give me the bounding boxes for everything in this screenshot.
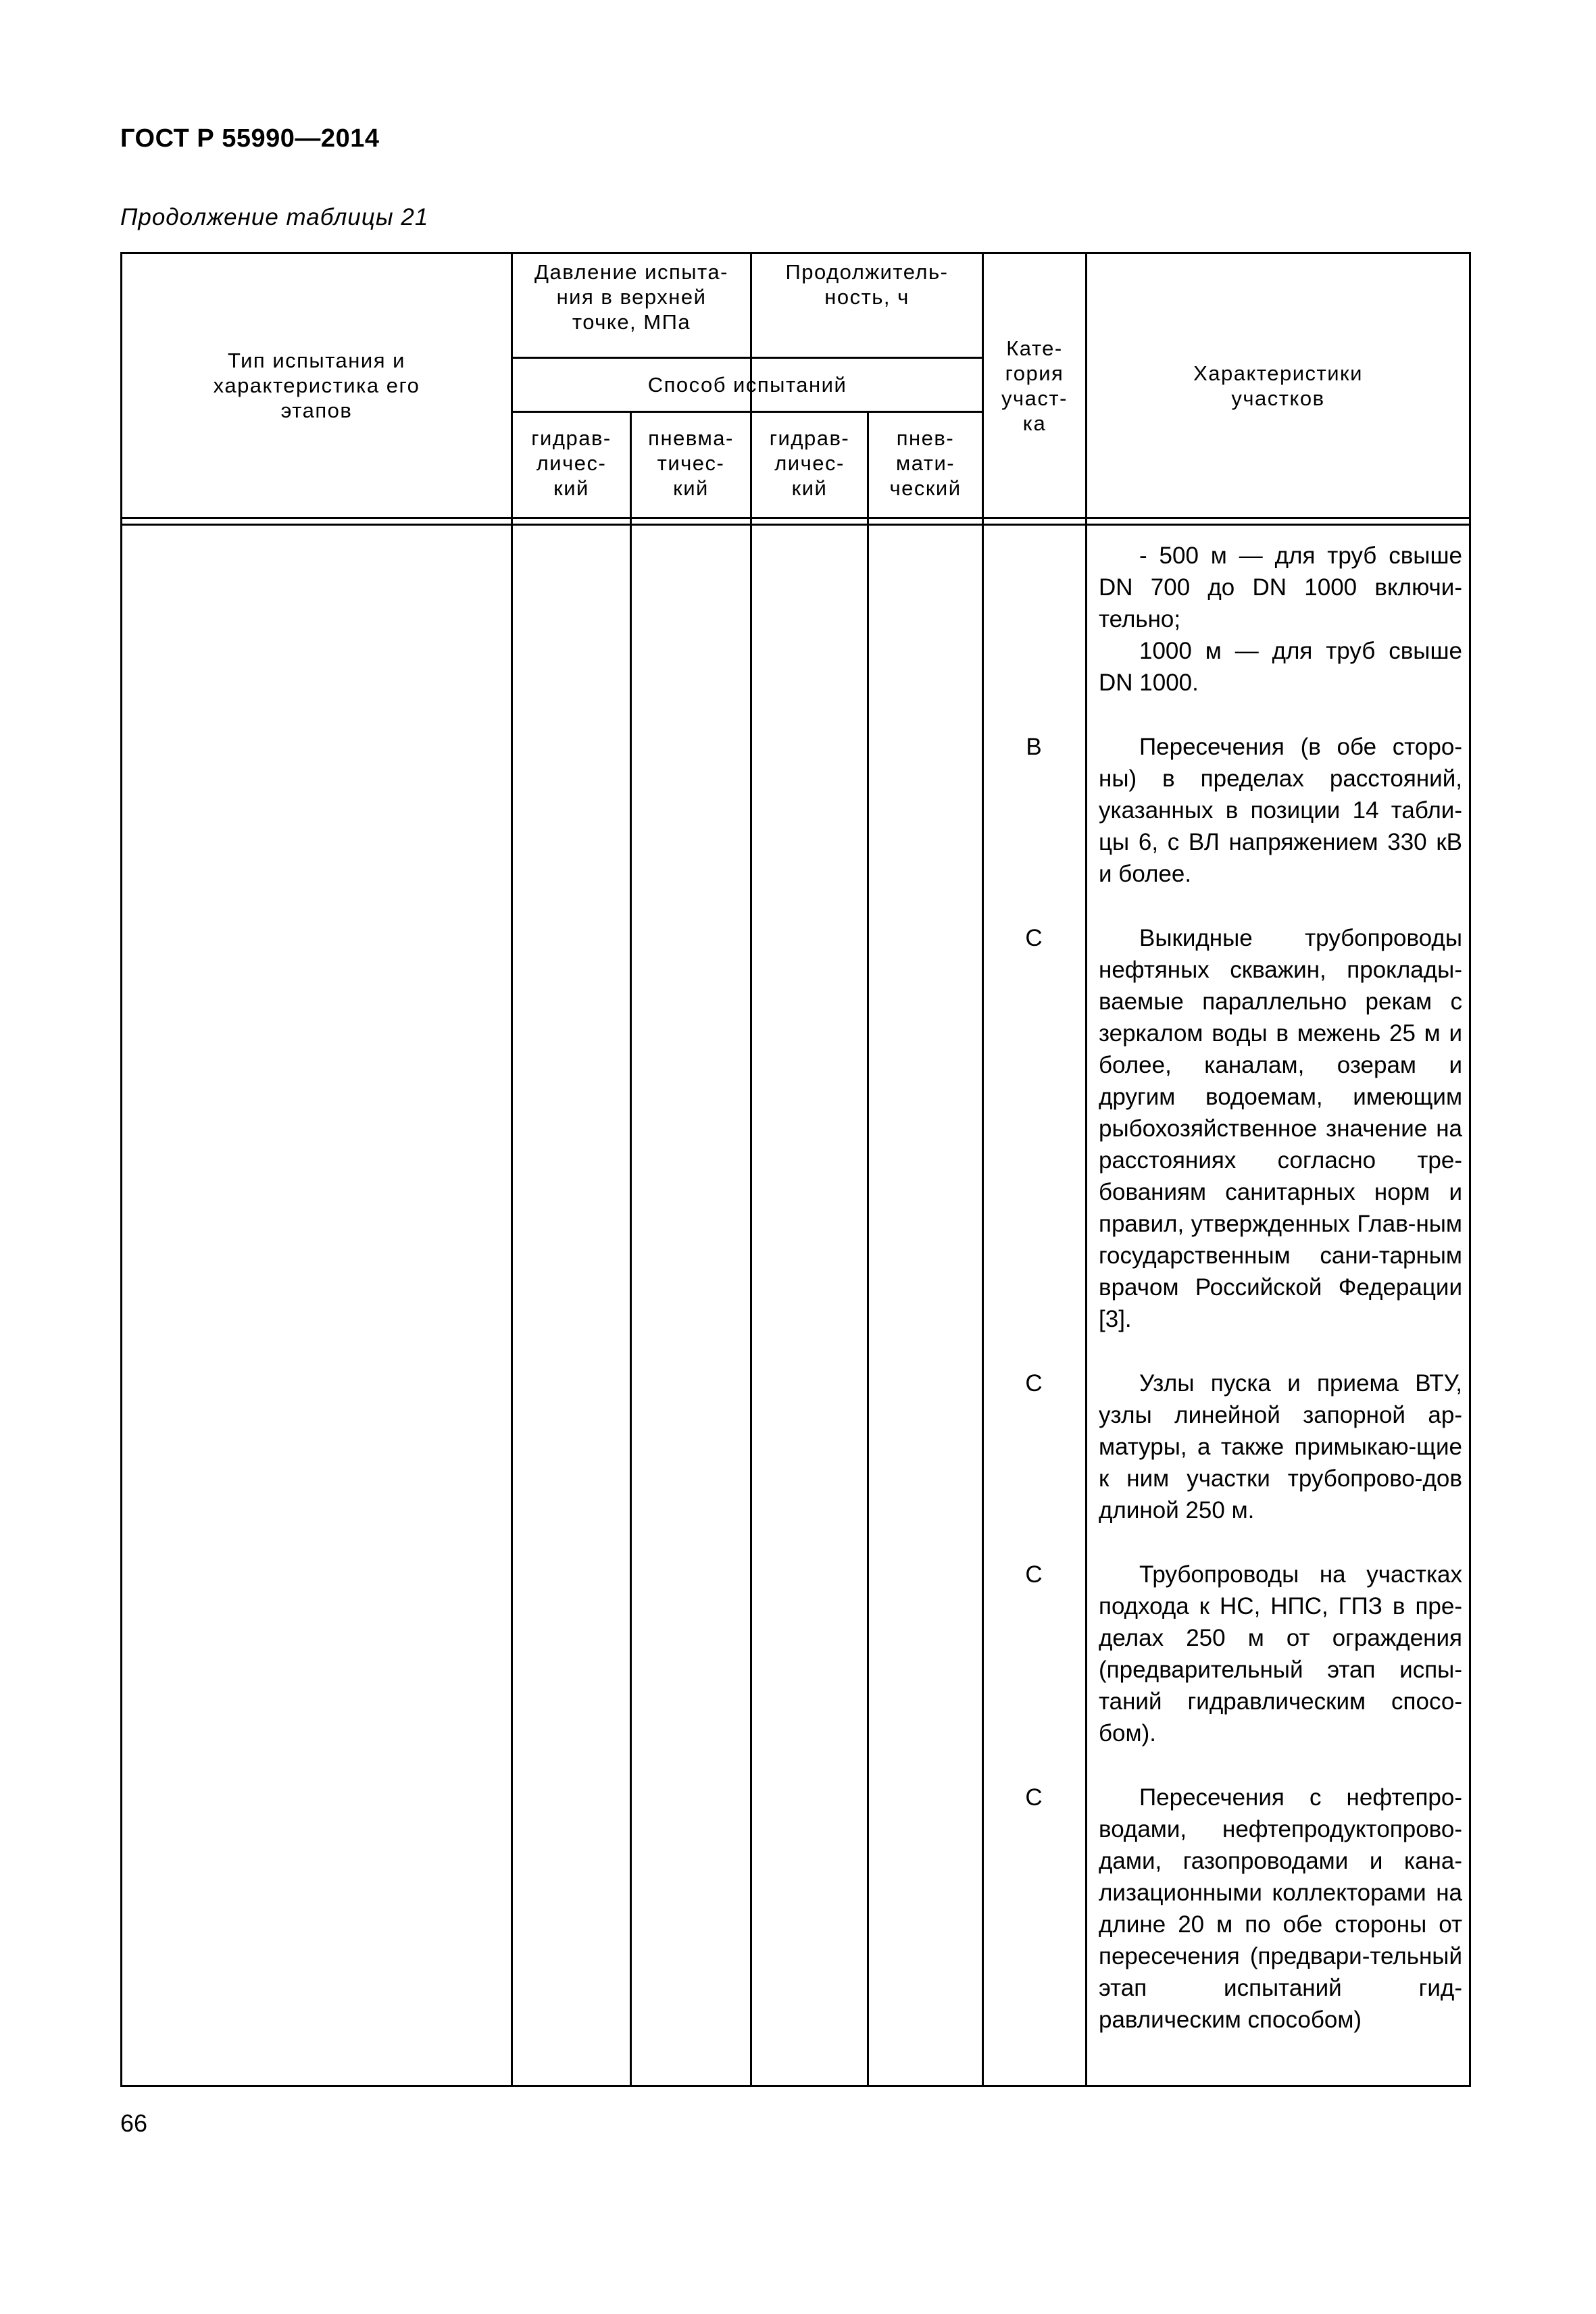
row-3-text: Выкидные трубопроводы нефтяных скважин, проклады-ваемые параллельно рекам с зеркалом воды в межень 25 м и более, каналам, озерам и другим водоемам, имеющим рыбохозяйственное значение на расстояниях согласно тре-бованиям санитарных норм и правил, утвержденных Глав-ным государственным сани-тарным врачом Российской Федерации [3]. — [1099, 925, 1462, 1332]
col-divider-4 — [867, 412, 869, 2087]
header-hydraulic-duration: гидрав- личес- кий — [769, 426, 850, 500]
header-characteristics: Характеристики участков — [1193, 361, 1363, 410]
header-test-type: Тип испытания и характеристика его этапов — [213, 349, 420, 422]
row-1-characteristics — [1099, 540, 1462, 699]
header-pneumatic-pressure: пневма- тичес- кий — [648, 426, 734, 500]
header-method: Способ испытаний — [647, 373, 847, 397]
row-6-category: С — [1025, 1784, 1043, 1811]
header-pressure: Давление испыта- ния в верхней точке, МПа — [534, 260, 728, 334]
row-5-text: Трубопроводы на участках подхода к НС, НПС, ГПЗ в пре-делах 250 м от ограждения (предварительный этап испы-таний гидравлическим спосо-бом). — [1099, 1561, 1462, 1746]
row-5-category: С — [1025, 1561, 1043, 1588]
header-bottom-line-2 — [120, 524, 1471, 526]
header-category: Кате- гория участ- ка — [1001, 336, 1068, 435]
col-divider-1 — [511, 252, 513, 2087]
header-pneumatic-duration: пнев- мати- ческий — [889, 426, 962, 500]
row-3-characteristics — [1099, 922, 1462, 1335]
table-caption: Продолжение таблицы 21 — [120, 204, 429, 230]
row-6-characteristics — [1099, 1782, 1462, 2036]
header-duration: Продолжитель- ность, ч — [785, 260, 949, 309]
row-2-category: В — [1026, 734, 1042, 760]
col-divider-6 — [1085, 252, 1087, 2087]
row-1-line-1: - 500 м — для труб свыше DN 700 до DN 1000 включи-тельно; — [1099, 543, 1462, 632]
page-number: 66 — [120, 2109, 148, 2137]
row-2-text: Пересечения (в обе сторо-ны) в пределах расстояний, указанных в позиции 14 табли-цы 6, с ВЛ напряжением 330 кВ и более. — [1099, 734, 1462, 887]
row-1-line-2: 1000 м — для труб свыше DN 1000. — [1099, 638, 1462, 696]
row-4-text: Узлы пуска и приема ВТУ, узлы линейной запорной ар-матуры, а также примыкаю-щие к ним участки трубопрово-дов длиной 250 м. — [1099, 1370, 1462, 1524]
row-3-category: С — [1025, 925, 1043, 951]
row-6-text: Пересечения с нефтепро-водами, нефтепродуктопрово-дами, газопроводами и кана-лизационными коллекторами на длине 20 м по обе стороны от пересечения (предвари-тельный этап испытаний гид-равлическим способом) — [1099, 1784, 1462, 2033]
header-hydraulic-pressure: гидрав- личес- кий — [531, 426, 612, 500]
row-4-category: С — [1025, 1370, 1043, 1397]
col-divider-3 — [750, 252, 752, 2087]
header-bottom-line-1 — [120, 517, 1471, 519]
row-4-characteristics — [1099, 1367, 1462, 1526]
col-divider-5 — [982, 252, 984, 2087]
row-2-characteristics — [1099, 731, 1462, 890]
header-divider-2 — [511, 411, 984, 413]
document-code: ГОСТ Р 55990—2014 — [120, 124, 380, 153]
row-5-characteristics — [1099, 1559, 1462, 1749]
col-divider-2 — [630, 412, 632, 2087]
